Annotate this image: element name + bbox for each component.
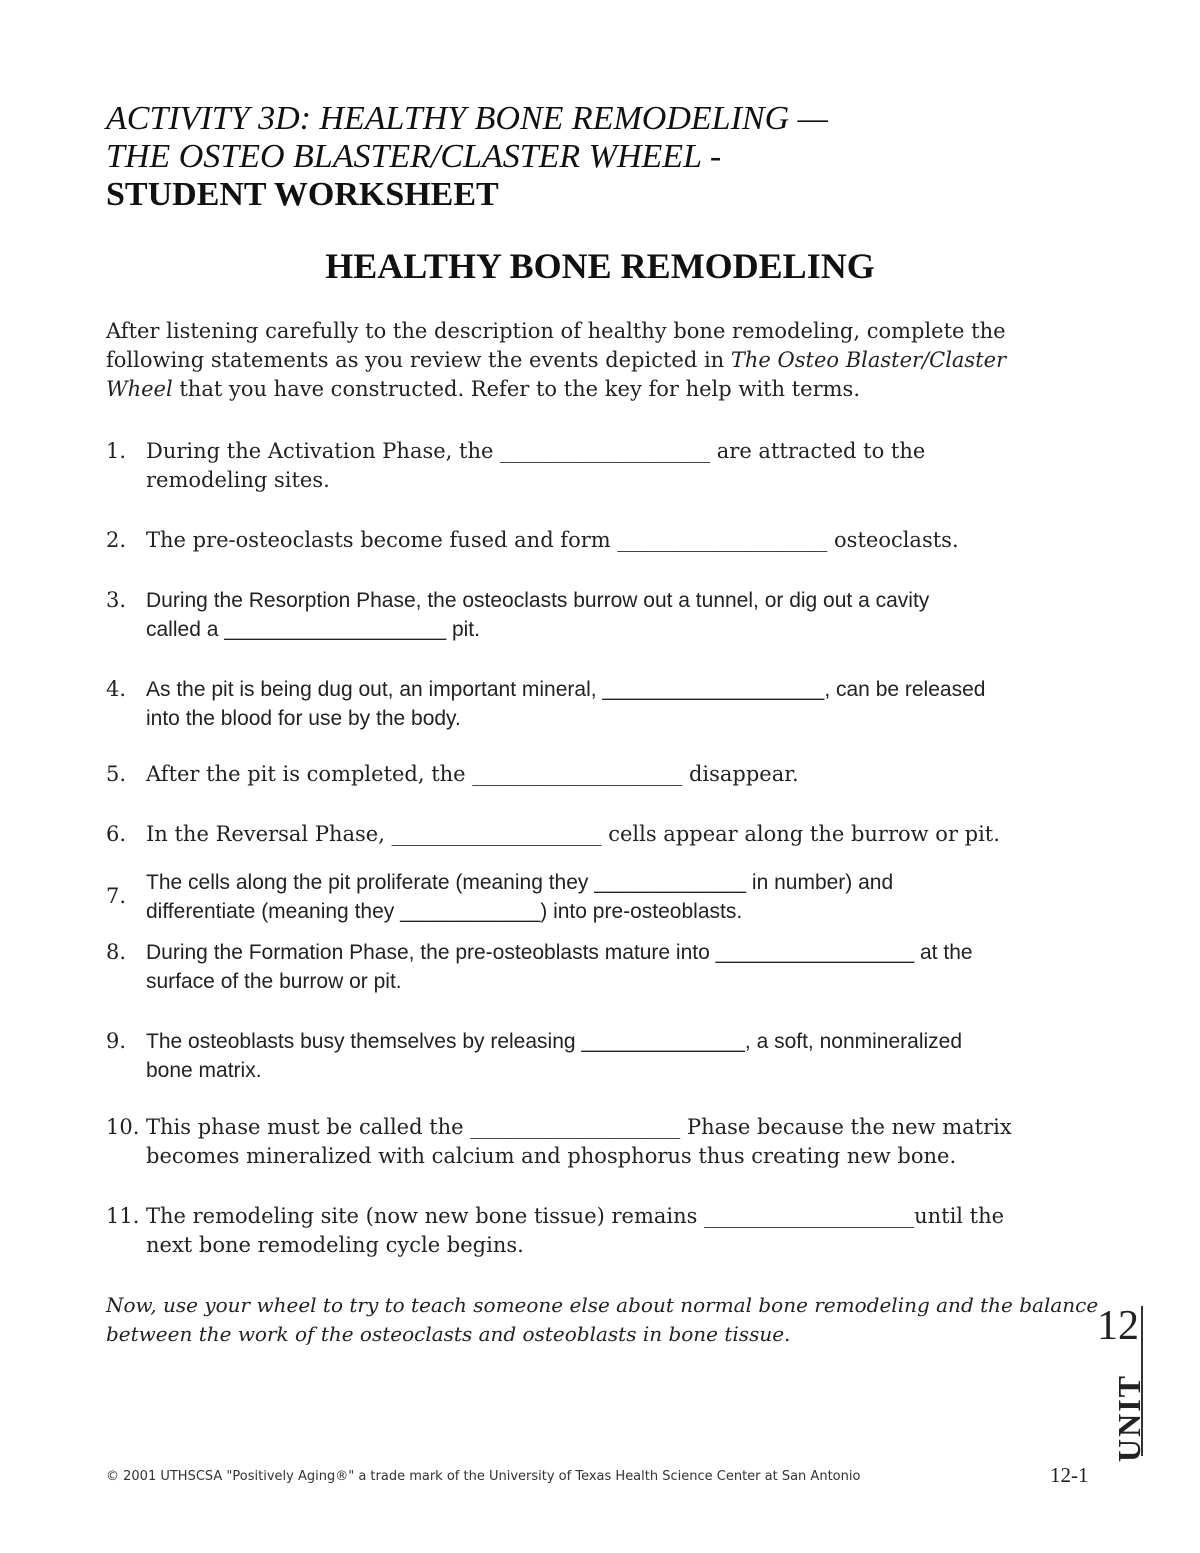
- question-number: 5.: [106, 762, 127, 786]
- intro-wheel-title-end: Wheel: [106, 377, 173, 401]
- activity-heading: [106, 100, 1066, 214]
- intro-line-3: [106, 375, 1096, 404]
- question-line: The osteoblasts busy themselves by releasing ______________, a soft, nonmineralized: [146, 1030, 963, 1053]
- question-line: The remodeling site (now new bone tissue) remains ____________________until the: [146, 1204, 1005, 1228]
- question-line: This phase must be called the ____________________ Phase because the new matrix: [146, 1115, 1012, 1139]
- question-line: surface of the burrow or pit.: [146, 970, 402, 993]
- question-line: The pre-osteoclasts become fused and form ____________________ osteoclasts.: [146, 528, 959, 552]
- question-line: into the blood for use by the body.: [146, 707, 461, 730]
- question-number: 9.: [106, 1029, 127, 1053]
- intro-line-3-text: that you have constructed. Refer to the key for help with terms.: [172, 377, 860, 401]
- question-number: 11.: [106, 1204, 140, 1228]
- question-number: 10.: [106, 1115, 140, 1139]
- question-number: 7.: [106, 884, 127, 908]
- unit-label: UNIT: [1111, 1374, 1147, 1463]
- heading-line-1: ACTIVITY 3D: HEALTHY BONE REMODELING —: [106, 100, 828, 137]
- question-line: becomes mineralized with calcium and phosphorus thus creating new bone.: [146, 1144, 957, 1168]
- intro-line-2-text: following statements as you review the events depicted in: [106, 348, 731, 372]
- question-number: 3.: [106, 588, 127, 612]
- question-line: During the Formation Phase, the pre-osteoblasts mature into _________________ at the: [146, 941, 973, 964]
- intro-paragraph: [106, 317, 1096, 404]
- question-line: called a ___________________ pit.: [146, 618, 480, 641]
- closing-line-2: between the work of the osteoclasts and osteoblasts in bone tissue.: [106, 1322, 791, 1346]
- unit-number: 12: [1097, 1303, 1139, 1349]
- question-number: 4.: [106, 677, 127, 701]
- question-number: 1.: [106, 439, 127, 463]
- question-number: 2.: [106, 528, 127, 552]
- question-line: During the Activation Phase, the ____________________ are attracted to the: [146, 439, 926, 463]
- intro-wheel-title: The Osteo Blaster/Claster: [730, 348, 1007, 372]
- question-line: remodeling sites.: [146, 468, 330, 492]
- question-number: 8.: [106, 940, 127, 964]
- copyright-footer: © 2001 UTHSCSA "Positively Aging®" a trade mark of the University of Texas Health Science Center at San Antonio: [106, 1469, 861, 1484]
- closing-line-1: Now, use your wheel to try to teach someone else about normal bone remodeling and the balance: [106, 1293, 1099, 1317]
- closing-instructions: [106, 1291, 1106, 1349]
- question-line: In the Reversal Phase, ____________________ cells appear along the burrow or pit.: [146, 822, 1000, 846]
- question-line: During the Resorption Phase, the osteoclasts burrow out a tunnel, or dig out a cavity: [146, 589, 930, 612]
- heading-line-3: STUDENT WORKSHEET: [106, 176, 499, 213]
- question-line: After the pit is completed, the ____________________ disappear.: [146, 762, 799, 786]
- page-title: HEALTHY BONE REMODELING: [325, 246, 875, 286]
- question-line: As the pit is being dug out, an important mineral, ___________________, can be released: [146, 678, 986, 701]
- page-number: 12-1: [1050, 1463, 1089, 1487]
- question-line: bone matrix.: [146, 1059, 262, 1082]
- intro-line-2: [106, 346, 1096, 375]
- question-line: The cells along the pit proliferate (meaning they _____________ in number) and: [146, 871, 894, 894]
- question-number: 6.: [106, 822, 127, 846]
- question-line: next bone remodeling cycle begins.: [146, 1233, 524, 1257]
- intro-line-1: After listening carefully to the description of healthy bone remodeling, complete the: [106, 319, 1006, 343]
- question-line: differentiate (meaning they ____________) into pre-osteoblasts.: [146, 900, 743, 923]
- heading-line-2: THE OSTEO BLASTER/CLASTER WHEEL -: [106, 138, 722, 175]
